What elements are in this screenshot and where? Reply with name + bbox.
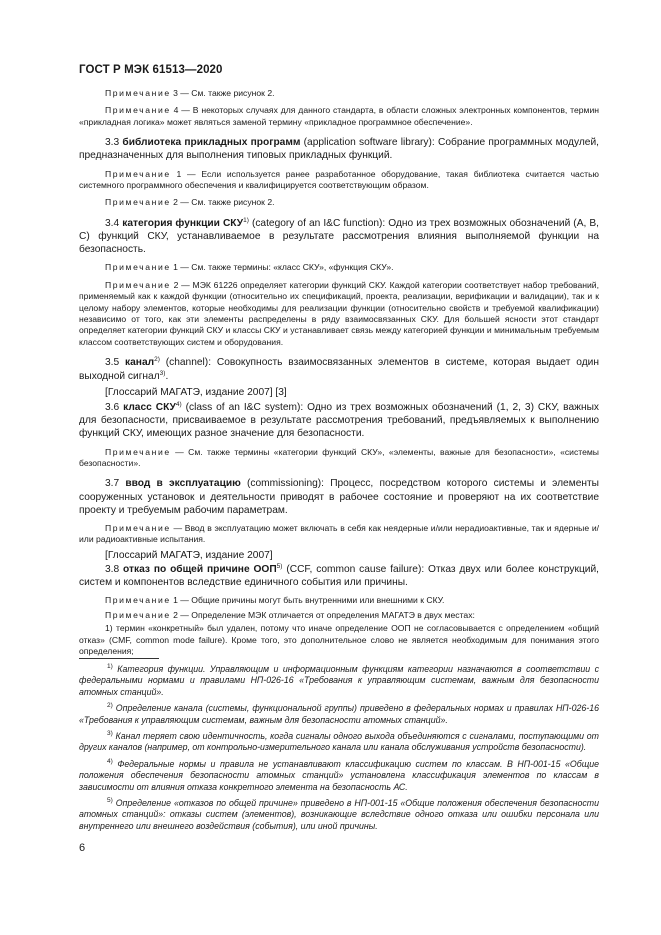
term-definition: (category of an I&C function): Одно из трех возможных обозначений (А, В, С) функций СКУ, устанавливаемое в результате рассмотрения влияния выполняемой функции на безопасность.: [79, 217, 599, 256]
footnote: [79, 798, 599, 832]
note-label: Примечание: [105, 105, 171, 116]
term-3-7: [79, 477, 599, 517]
note-label: Примечание: [105, 609, 171, 620]
note: [79, 197, 599, 208]
term-definition: (class of an I&C system): Одно из трех возможных обозначений (1, 2, 3) СКУ, важных для безопасности, присваиваемое в результате рассмотрения требований, предъявляемых к выполнению функций СКУ, имеющих разное значение для безопасности.: [79, 401, 599, 440]
term-reference: [Глоссарий МАГАТЭ, издание 2007]: [105, 549, 273, 561]
footnote-mark: 2): [107, 702, 113, 710]
term-definition: (commissioning): Процесс, посредством которого системы и элементы сооруженных установок и деятельности приводят в рабочее состояние и проверяют на их соответствие проекту и требуемым рабочим параметрам.: [79, 478, 599, 516]
footnote-mark: 3): [107, 730, 113, 738]
note-label: Примечание: [105, 279, 171, 290]
note: [79, 169, 599, 192]
note-text: 3 — См. также рисунок 2.: [173, 88, 275, 98]
term-3-8: [79, 563, 599, 589]
page-header: ГОСТ Р МЭК 61513—2020: [79, 64, 223, 76]
term-reference: [Глоссарий МАГАТЭ, издание 2007] [3]: [105, 386, 287, 398]
note-label: Примечание: [105, 168, 171, 179]
note-text: 2 — См. также рисунок 2.: [173, 197, 275, 208]
footnote: [79, 731, 599, 754]
term-definition: (channel): Совокупность взаимосвязанных элементов в системе, которая выдает один выходной сигнал: [79, 357, 599, 382]
footnote-text: Определение «отказов по общей причине» приведено в НП-001-15 «Общие положения обеспечения безопасности атомных станций»: отказы систем (элементов), возникающие вследствие одного отказа или ошибки персонала или внутреннего или внешнего воздействия (события), или иной причины.: [79, 798, 599, 831]
term-number: 3.8: [105, 563, 120, 575]
note: [79, 523, 599, 546]
footnote-text: Определение канала (системы, функциональной группы) приведено в федеральных нормах и правилах НП-026-16 «Требования к управляющим системам, важным для безопасности атомных станций».: [79, 703, 599, 725]
note: [79, 262, 599, 273]
footnote-separator: [79, 658, 159, 659]
note-sub-item: 1) термин «конкретный» был удален, потому что иначе определение ООП не согласовывается с определением «общий отказ» (CMF, common mode failure). Кроме того, это дополнительное слово не является необходимым для понимания этого определения;: [79, 623, 599, 656]
term-name: отказ по общей причине ООП: [123, 563, 277, 575]
term-name: канал: [125, 357, 155, 369]
note-text: 1 — См. также термины: «класс СКУ», «функция СКУ».: [173, 262, 394, 273]
note-text: — Ввод в эксплуатацию может включать в себя как неядерные и/или нерадиоактивные, так и ядерные и/или радиоактивные испытания.: [79, 522, 600, 545]
footnote-ref: 4): [175, 400, 182, 408]
footnote-mark: 5): [107, 797, 113, 805]
note-text: 2 — Определение МЭК отличается от определения МАГАТЭ в двух местах:: [173, 609, 475, 620]
term-number: 3.5: [105, 357, 120, 369]
term-number: 3.7: [105, 478, 120, 490]
term-3-4: [79, 217, 599, 257]
page-number: 6: [79, 842, 86, 854]
term-3-5: 3.5 канал$^{2)}$ (channel): Совокупность взаимосвязанных элементов в системе, которая выдает один выходной сигнал$^{3)}$.: [79, 356, 599, 382]
term-3-6: [79, 401, 599, 441]
footnote-text: Федеральные нормы и правила не устанавливают классификацию систем по классам. В НП-001-15 «Общие положения обеспечения безопасности атомных станций» установлена классификация элементов по классам в зависимости от влияния отказа конкретного элемента на безопасность АС.: [79, 758, 599, 792]
note-text: — См. также термины «категории функций СКУ», «элементы, важные для безопасности», «системы безопасности».: [79, 446, 599, 468]
note-text: 1 — Если используется ранее разработанное оборудование, такая библиотека считается частью системного программного обеспечения и квалифицируется соответствующим образом.: [79, 168, 599, 191]
note-text: 4 — В некоторых случаях для данного стандарта, в области сложных электронных компонентов, термин «прикладная логика» может являться заменой термину «прикладное программное обеспечение».: [79, 105, 599, 127]
note-label: Примечание: [105, 595, 171, 606]
footnote-ref: 2): [154, 356, 160, 364]
note: [79, 105, 599, 128]
term-name: категория функции СКУ: [122, 217, 244, 229]
page-body: [79, 88, 599, 657]
note: [79, 88, 599, 99]
note-text: 2 — МЭК 61226 определяет категории функций СКУ. Каждой категории соответствует набор требований, применяемый как к каждой функции (относительно их спецификаций, проекта, реализации, верификации и валидации), так и к целому набору элементов, которые необходимы для реализации функции (относительно свойств и требуемой квалификации) независимо от того, как эти элементы распределены в ряду взаимосвязанных СКУ. Для большей ясности этот стандарт определяет категории функций СКУ и классы СКУ и устанавливает связь между категорией функции и минимальным требуемым классом соответствующих систем и оборудования.: [79, 279, 599, 347]
note-text: 1 — Общие причины могут быть внутренними или внешними к СКУ.: [173, 595, 445, 606]
term-name: библиотека прикладных программ: [122, 137, 301, 149]
footnote: [79, 759, 599, 793]
term-number: 3.4: [105, 217, 120, 229]
footnote: [79, 703, 599, 726]
footnote-ref: 3): [159, 369, 166, 377]
footnote-text: Канал теряет свою идентичность, когда сигналы одного выхода объединяются с сигналами, поступающими от других каналов (например, от контрольно-измерительного канала или канала обслуживания устройств безопасности).: [79, 731, 599, 753]
note-label: Примечание: [105, 197, 171, 208]
term-definition: (application software library): Собрание программных модулей, предназначенных для выполнения типовых прикладных функций.: [79, 137, 599, 162]
note: [79, 447, 599, 470]
term-name: класс СКУ: [123, 401, 176, 413]
note-label: Примечание: [105, 262, 171, 273]
footnote-text: Категория функции. Управляющим и информационным функциям категории назначаются в соответствии с федеральными нормами и правилами НП-026-16 «Требования к управляющим системам, важным для безопасности атомных станций».: [79, 664, 599, 697]
footnote-ref: 1): [243, 216, 249, 224]
footnote: [79, 664, 599, 698]
note: [79, 595, 599, 606]
footnote-mark: 1): [107, 663, 113, 670]
term-definition: (CCF, common cause failure): Отказ двух или более конструкций, систем и компонентов вследствие единичного события или причины.: [79, 563, 599, 589]
note-label: Примечание: [105, 522, 171, 533]
note-label: Примечание: [105, 446, 171, 457]
note: [79, 610, 599, 621]
footnote-mark: 4): [107, 757, 113, 765]
term-name: ввод в эксплуатацию: [125, 478, 241, 490]
note: [79, 280, 599, 348]
term-3-3: [79, 136, 599, 162]
footnotes: [79, 664, 599, 832]
term-number: 3.3: [105, 137, 120, 149]
note-label: Примечание: [105, 88, 171, 98]
term-number: 3.6: [105, 401, 120, 413]
footnote-ref: 5): [276, 562, 283, 570]
